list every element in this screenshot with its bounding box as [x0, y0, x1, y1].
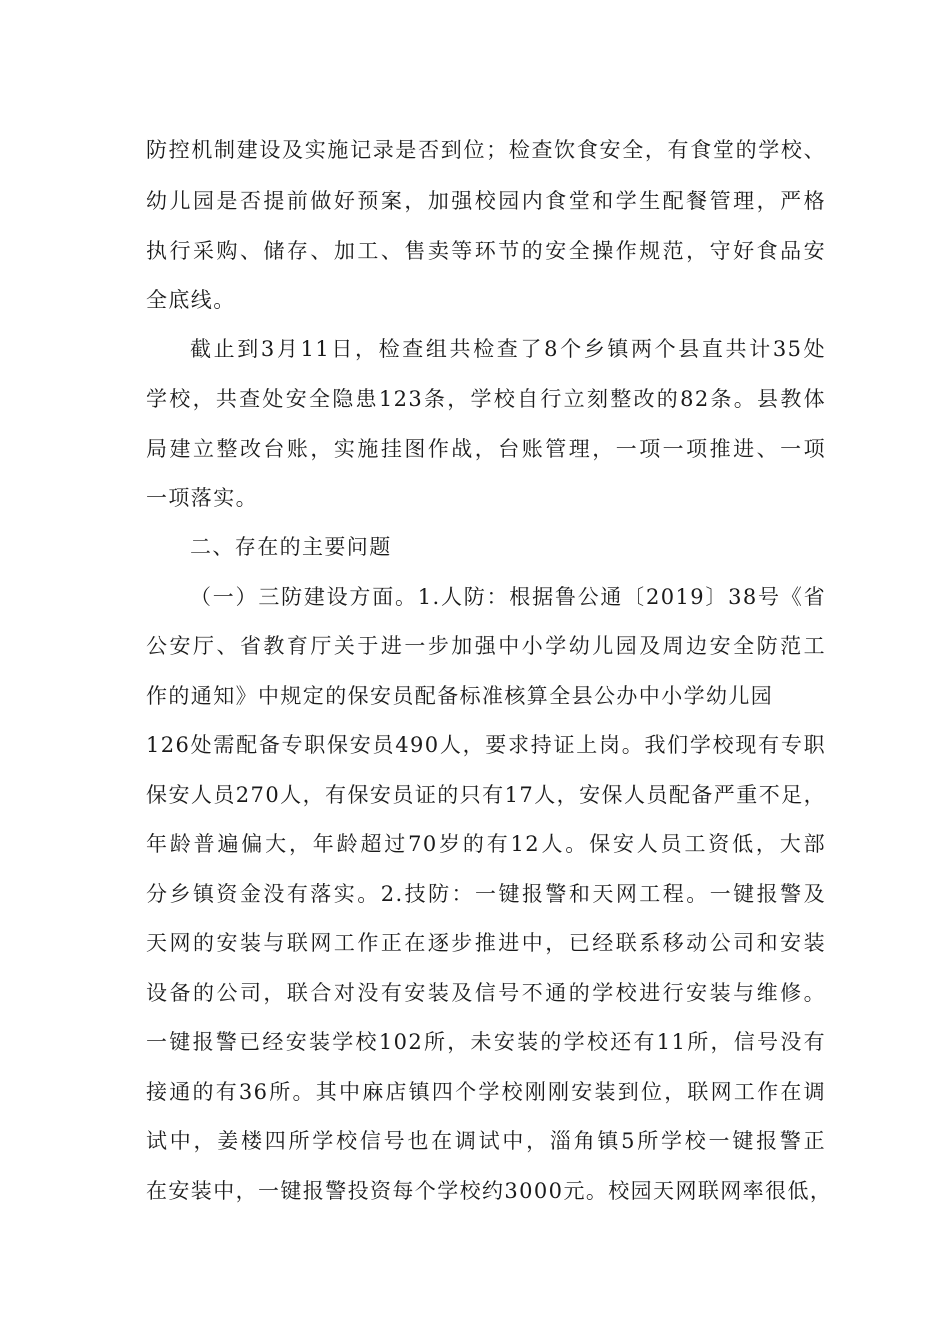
text-line: 年龄普遍偏大，年龄超过70岁的有12人。保安人员工资低，大部 — [146, 832, 826, 856]
section-heading: 二、存在的主要问题 — [190, 535, 392, 559]
text-line: 一键报警已经安装学校102所，未安装的学校还有11所，信号没有 — [146, 1030, 826, 1054]
text-line: 局建立整改台账，实施挂图作战，台账管理，一项一项推进、一项 — [146, 437, 826, 461]
text-line: 试中，姜楼四所学校信号也在调试中，淄角镇5所学校一键报警正 — [146, 1129, 826, 1153]
text-line: 126处需配备专职保安员490人，要求持证上岗。我们学校现有专职 — [146, 733, 826, 757]
text-line: 公安厅、省教育厅关于进一步加强中小学幼儿园及周边安全防范工 — [146, 634, 826, 658]
text-line: 一项落实。 — [146, 486, 258, 510]
text-line: 防控机制建设及实施记录是否到位；检查饮食安全，有食堂的学校、 — [146, 138, 826, 162]
text-line: 天网的安装与联网工作正在逐步推进中，已经联系移动公司和安装 — [146, 931, 826, 955]
text-line: 设备的公司，联合对没有安装及信号不通的学校进行安装与维修。 — [146, 981, 826, 1005]
text-line: 作的通知》中规定的保安员配备标准核算全县公办中小学幼儿园 — [146, 684, 774, 708]
text-line: （一）三防建设方面。1.人防：根据鲁公通〔2019〕38号《省 — [190, 585, 826, 609]
text-line: 分乡镇资金没有落实。2.技防：一键报警和天网工程。一键报警及 — [146, 882, 826, 906]
text-line: 学校，共查处安全隐患123条，学校自行立刻整改的82条。县教体 — [146, 387, 826, 411]
text-line: 在安装中，一键报警投资每个学校约3000元。校园天网联网率很低， — [146, 1179, 833, 1203]
text-line: 截止到3月11日，检查组共检查了8个乡镇两个县直共计35处 — [190, 337, 826, 361]
text-line: 全底线。 — [146, 288, 236, 312]
text-line: 执行采购、储存、加工、售卖等环节的安全操作规范，守好食品安 — [146, 239, 826, 263]
text-line: 接通的有36所。其中麻店镇四个学校刚刚安装到位，联网工作在调 — [146, 1080, 826, 1104]
text-line: 保安人员270人，有保安员证的只有17人，安保人员配备严重不足， — [146, 783, 826, 807]
text-line: 幼儿园是否提前做好预案，加强校园内食堂和学生配餐管理，严格 — [146, 189, 826, 213]
